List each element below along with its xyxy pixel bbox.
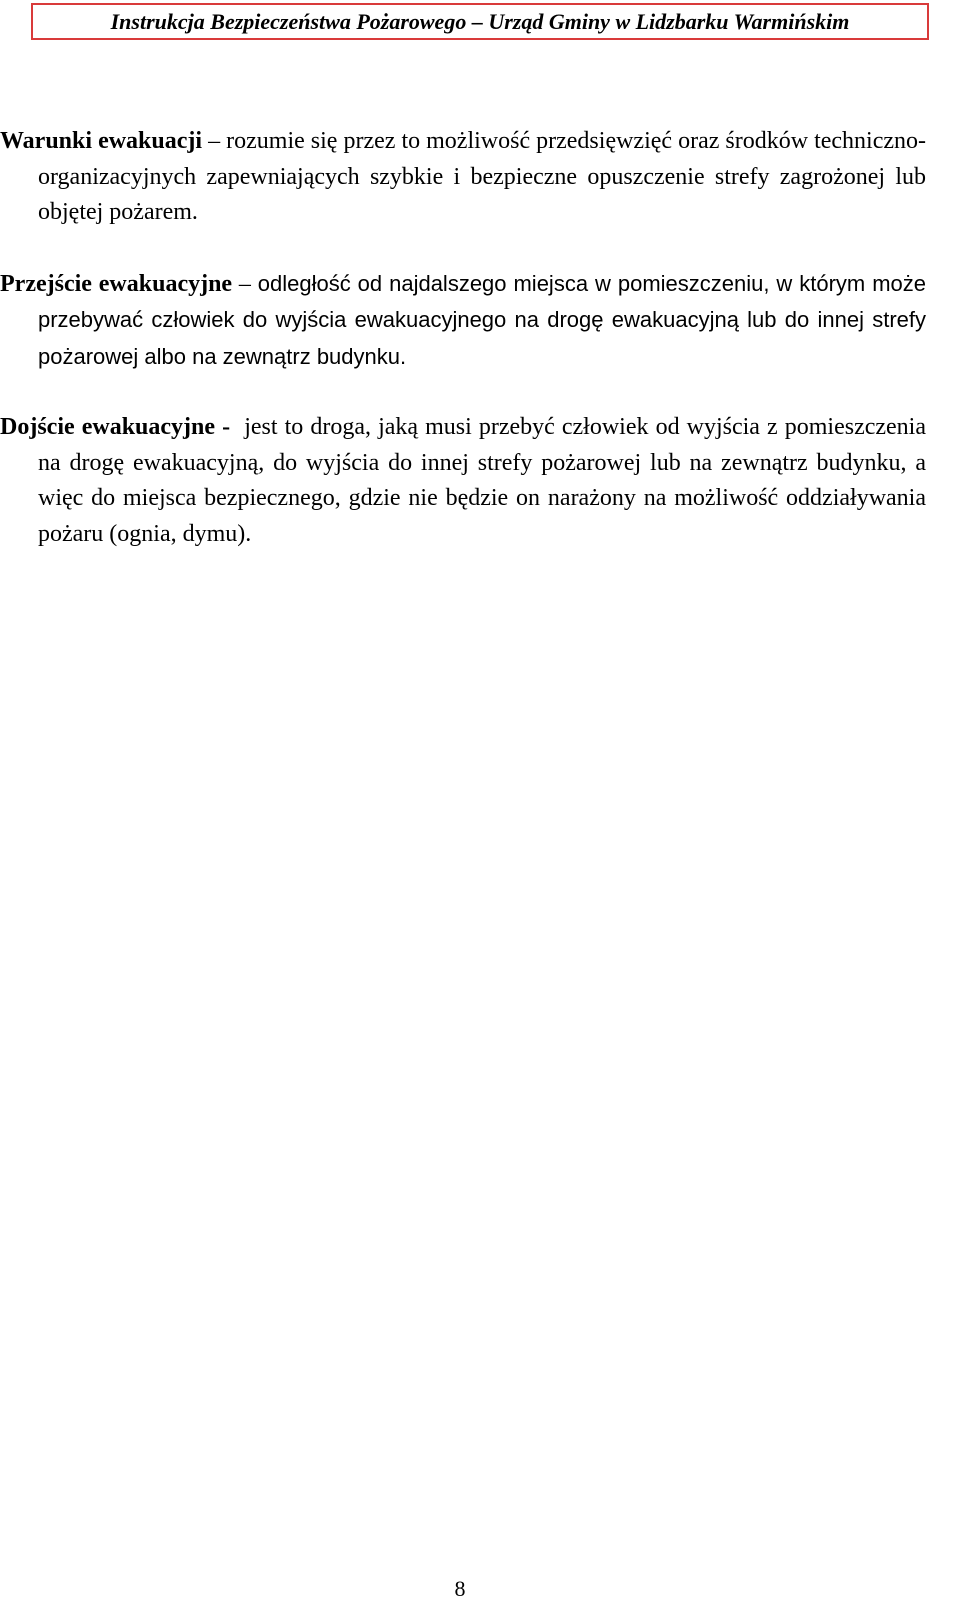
running-header (31, 3, 929, 40)
definition-term: Warunki ewakuacji (0, 128, 203, 154)
definition-term: Dojście ewakuacyjne - (0, 414, 231, 440)
definition-text: jest to droga, jaką musi przebyć człowiek od wyjścia z pomieszczenia na drogę ewakuacyjną, do wyjścia do innej strefy pożarowej lub na zewnątrz budynku, a więc do miejsca bezpiecznego, gdzie nie będzie on narażony na możliwość oddziaływania pożaru (ognia, dymu). (38, 414, 927, 547)
definition-separator (230, 414, 244, 440)
definition-separator: – (202, 128, 227, 154)
page-number: 8 (454, 1576, 466, 1601)
definition-dojscie-ewakuacyjne (0, 410, 926, 552)
definition-term: Przejście ewakuacyjne (0, 270, 233, 297)
definition-warunki-ewakuacji (0, 124, 926, 231)
definition-przejscie-ewakuacyjne (0, 266, 926, 376)
header-title: Instrukcja Bezpieczeństwa Pożarowego – Urząd Gminy w Lidzbarku Warmińskim (110, 8, 850, 34)
document-body (0, 124, 926, 587)
definition-separator: – (232, 270, 258, 297)
definition-text: odległość od najdalszego miejsca w pomieszczeniu, w którym może przebywać człowiek do wyjścia ewakuacyjnego na drogę ewakuacyjną lub do innej strefy pożarowej albo na zewnątrz budynku. (38, 270, 927, 369)
definition-text: rozumie się przez to możliwość przedsięwzięć oraz środków techniczno-organizacyjnych zapewniających szybkie i bezpieczne opuszczenie strefy zagrożonej lub objętej pożarem. (38, 128, 927, 225)
